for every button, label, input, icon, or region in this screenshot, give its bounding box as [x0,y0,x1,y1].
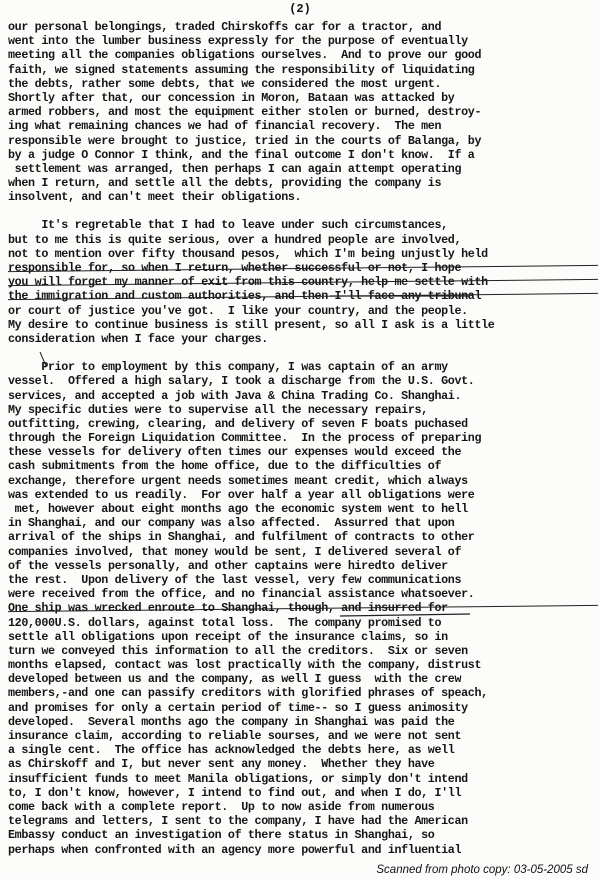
text-line: outfitting, crewing, clearing, and delivery of seven F boats puchased [8,416,468,431]
paragraph-1 [8,20,598,204]
text-line: Embassy conduct an investigation of there status in Shanghai, so [8,828,435,843]
text-line: consideration when I face your charges. [8,331,268,346]
text-line: the rest. Upon delivery of the last vessel, very few communications [8,572,462,587]
text-line: through the Foreign Liquidation Committee. In the process of preparing [8,431,482,446]
struck-text-line: responsible for, so when I return, whether successful or not, I hope [8,261,598,275]
text-line: as Chirskoff and I, but never sent any money. Whether they have [8,757,435,772]
text-line: exchange, therefore urgent needs sometimes meant credit, which always [8,473,468,488]
text-line: companies involved, that money would be sent, I delivered several of [8,544,462,559]
paragraph-2 [8,218,598,346]
text-line: Prior to employment by this company, I was captain of an army [8,360,448,375]
text-line: 120,000U.S. dollars, against total loss. The company promised to [8,615,442,630]
paragraph-gap [8,346,598,360]
text-line: vessel. Offered a high salary, I took a discharge from the U.S. Govt. [8,374,475,389]
paragraph-3 [8,360,598,857]
text-line: to, I don't know, however, I intend to find out, and when I do, I'll [8,785,462,800]
text-line: perhaps when confronted with an agency more powerful and influential [8,842,462,857]
text-line: were received from the office, and no financial assistance whatsoever. [8,587,475,602]
text-line: My desire to continue business is still present, so all I ask is a little [8,317,495,332]
text-line: settle all obligations upon receipt of the insurance claims, so in [8,629,448,644]
text-line: insufficient funds to meet Manila obligations, or simply don't intend [8,771,468,786]
text-line: or court of justice you've got. I like your country, and the people. [8,303,468,318]
text-line: meeting all the companies obligations ourselves. And to prove our good [8,48,482,63]
text-line: turn we conveyed this information to all the creditors. Six or seven [8,643,468,658]
text-line: developed between us and the company, as well I guess with the crew [8,672,462,687]
typed-letter-body [8,20,598,857]
paragraph-gap [8,204,598,218]
text-line: and promises for only a certain period of time-- so I guess animosity [8,700,468,715]
text-line: members,-and one can passify creditors with glorified phrases of speach, [8,686,488,701]
scan-caption: Scanned from photo copy: 03-05-2005 sd [376,864,588,876]
text-line: was extended to us readily. For over half a year all obligations were [8,487,475,502]
text-line: months elapsed, contact was lost practically with the company, distrust [8,658,482,673]
text-line: a single cent. The office has acknowledged the debts here, as well [8,743,455,758]
text-line: cash submitments from the home office, due to the difficulties of [8,459,442,474]
struck-text-line: the immigration and custom authorities, and then I'll face any tribunal [8,289,598,303]
text-line: by a judge O Connor I think, and the final outcome I don't know. If a [8,147,475,162]
text-line: our personal belongings, traded Chirskoffs car for a tractor, and [8,20,442,34]
text-line: services, and accepted a job with Java & China Trading Co. Shanghai. [8,388,462,403]
text-line: arrival of the ships in Shanghai, and fulfilment of contracts to other [8,530,475,545]
text-line: insurance claim, according to reliable sourses, and we were not sent [8,729,462,743]
struck-text-line: One ship was wrecked enroute to Shanghai, though, and insurred for [8,601,598,615]
text-line: in Shanghai, and our company was also affected. Assurred that upon [8,516,455,531]
text-line: My specific duties were to supervise all the necessary repairs, [8,402,428,417]
text-line: not to mention over fifty thousand pesos, which I'm being unjustly held [8,246,488,261]
text-line: armed robbers, and most the equipment either stolen or burned, destroy- [8,105,482,120]
text-line: met, however about eight months ago the economic system went to hell [8,502,468,516]
text-line: but to me this is quite serious, over a hundred people are involved, [8,232,462,247]
text-line: went into the lumber business expressly for the purpose of eventually [8,34,468,49]
text-line: telegrams and letters, I sent to the company, I have had the American [8,814,468,829]
text-line: insolvent, and can't meet their obligations. [8,190,302,205]
text-line: faith, we signed statements assuming the responsibility of liquidating [8,62,475,77]
text-line: It's regretable that I had to leave under such circumstances, [8,218,448,233]
text-line: the debts, rather some debts, that we considered the most urgent. [8,76,442,91]
text-line: come back with a complete report. Up to now aside from numerous [8,799,435,814]
text-line: ing what remaining chances we had of financial recovery. The men [8,119,442,134]
text-line: Shortly after that, our concession in Moron, Bataan was attacked by [8,90,455,105]
text-line: settlement was arranged, then perhaps I can again attempt operating [8,161,462,176]
text-line: developed. Several months ago the company in Shanghai was paid the [8,714,455,729]
text-line: of the vessels personally, and other captains were hiredto deliver [8,558,448,573]
text-line: when I return, and settle all the debts, providing the company is [8,176,442,191]
page-number: (2) [289,2,311,16]
text-line: these vessels for delivery often times our expenses would exceed the [8,445,462,460]
struck-text-line: you will forget my manner of exit from this country, help me settle with [8,275,598,289]
text-line: responsible were brought to justice, tried in the courts of Balanga, by [8,133,482,148]
